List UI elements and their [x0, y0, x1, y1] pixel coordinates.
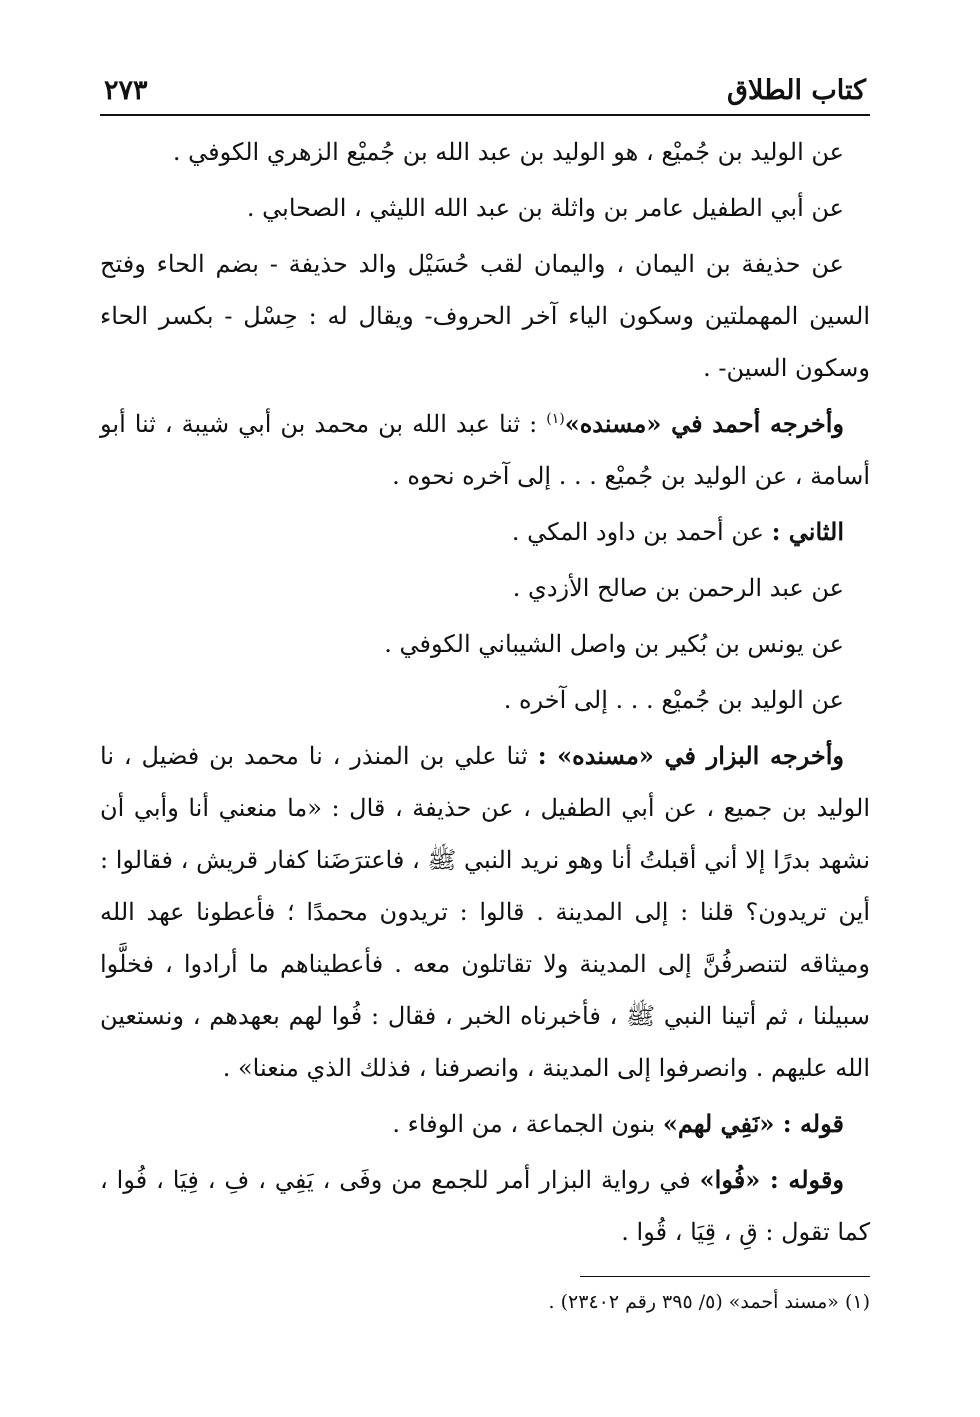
paragraph: [100, 238, 870, 394]
paragraph: [100, 398, 870, 502]
paragraph: [100, 562, 870, 614]
paragraph: [100, 506, 870, 558]
header-rule: [100, 114, 870, 116]
paragraph-text: عن عبد الرحمن بن صالح الأزدي .: [512, 574, 844, 602]
footnote-rule: [580, 1276, 870, 1277]
paragraph-text: في رواية البزار أمر للجمع من وفَى ، يَفِي ، فِ ، فِيَا ، فُوا ، كما تقول : قِ ، قِيَا ، قُوا .: [100, 1166, 870, 1246]
paragraph-lead: وأخرجه أحمد في «مسنده»: [564, 409, 844, 438]
paragraph: [100, 126, 870, 178]
paragraph-lead: وأخرجه البزار في «مسنده» :: [537, 741, 845, 770]
page: [100, 50, 870, 1357]
footnote-ref[interactable]: (١): [546, 411, 565, 427]
paragraph-text: عن يونس بن بُكير بن واصل الشيباني الكوفي .: [384, 630, 844, 658]
paragraph: [100, 674, 870, 726]
running-title: كتاب الطلاق: [727, 75, 866, 106]
paragraph-text: ثنا علي بن المنذر ، نا محمد بن فضيل ، نا الوليد بن جميع ، عن أبي الطفيل ، عن حذيفة ، قال : «ما منعني أنا وأبي أن نشهد بدرًا إلا أني أقبلتُ أنا وهو نريد النبي ﷺ ، فاعترَضَنا كفار قريش ، فقالوا : أين تريدون؟ قلنا : إلى المدينة . قالوا : تريدون محمدًا ؛ فأعطونا عهد الله وميثاقه لتنصرفُنَّ إلى المدينة ولا تقاتلون معه . فأعطيناهم ما أرادوا ، فخلَّوا سبيلنا ، ثم أتينا النبي ﷺ ، فأخبرناه الخبر ، فقال : فُوا لهم بعهدهم ، ونستعين الله عليهم . وانصرفوا إلى المدينة ، وانصرفنا ، فذلك الذي منعنا» .: [100, 742, 870, 1082]
paragraph: [100, 730, 870, 1094]
paragraph: [100, 618, 870, 670]
body-text: [100, 126, 870, 1258]
paragraph-text: بنون الجماعة ، من الوفاء .: [392, 1110, 663, 1138]
paragraph-text: عن الوليد بن جُميْع . . . إلى آخره .: [503, 686, 844, 714]
paragraph-text: عن حذيفة بن اليمان ، واليمان لقب حُسَيْل والد حذيفة - بضم الحاء وفتح السين المهملتين وسكون الياء آخر الحروف- ويقال له : حِسْل - بكسر الحاء وسكون السين- .: [100, 250, 870, 382]
paragraph-lead: الثاني :: [771, 517, 844, 546]
paragraph: [100, 1154, 870, 1258]
paragraph-text: عن أبي الطفيل عامر بن واثلة بن عبد الله الليثي ، الصحابي .: [246, 194, 844, 222]
paragraph-lead: وقوله : «فُوا»: [699, 1165, 845, 1194]
running-header: [100, 50, 870, 106]
paragraph-lead: قوله : «نَفِي لهم»: [662, 1109, 844, 1138]
paragraph-text: : ثنا عبد الله بن محمد بن أبي شيبة ، ثنا أبو أسامة ، عن الوليد بن جُميْع . . . إلى آخره نحوه .: [100, 410, 870, 490]
paragraph: [100, 182, 870, 234]
paragraph-text: عن أحمد بن داود المكي .: [511, 518, 772, 546]
paragraph-text: عن الوليد بن جُميْع ، هو الوليد بن عبد الله بن جُميْع الزهري الكوفي .: [172, 138, 844, 166]
footnote: (١) «مسند أحمد» (٥/ ٣٩٥ رقم ٢٣٤٠٢) .: [548, 1291, 870, 1313]
page-number: ٢٧٣: [104, 75, 148, 106]
paragraph: [100, 1098, 870, 1150]
footnotes: [100, 1287, 870, 1317]
